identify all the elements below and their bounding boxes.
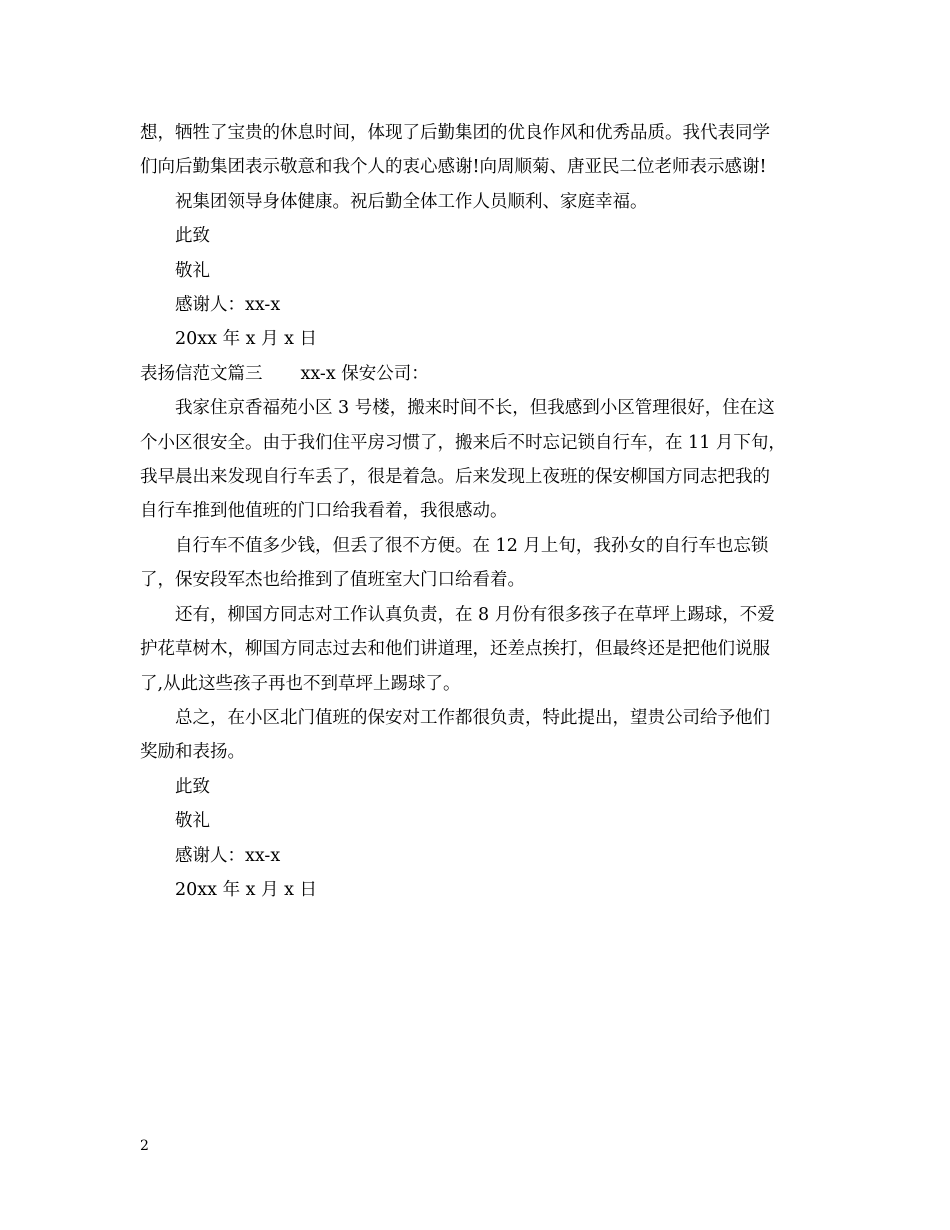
signature-thanker: 感谢人：xx-x [175, 845, 281, 866]
signature-date: 20xx 年 x 月 x 日 [175, 879, 318, 900]
body-line: 总之，在小区北门值班的保安对工作都很负责，特此提出，望贵公司给予他们 [175, 707, 770, 728]
body-line: 护花草树木，柳国方同志过去和他们讲道理，还差点挨打，但最终还是把他们说服 [140, 639, 770, 660]
signature-thanker: 感谢人：xx-x [175, 295, 281, 316]
body-line: 奖励和表扬。 [140, 742, 245, 763]
closing-cizhi: 此致 [175, 226, 210, 247]
paragraph-3 [140, 598, 812, 701]
section-heading-row [140, 357, 812, 391]
paragraph-4 [140, 701, 812, 770]
page-number: 2 [140, 1138, 149, 1154]
body-line: 们向后勤集团表示敬意和我个人的衷心感谢!向周顺菊、唐亚民二位老师表示感谢! [140, 157, 767, 178]
paragraph-1 [140, 391, 812, 529]
body-line: 我家住京香福苑小区 3 号楼，搬来时间不长，但我感到小区管理很好，住在这 [175, 398, 775, 419]
body-line: 自行车不值多少钱，但丢了很不方便。在 12 月上旬，我孙女的自行车也忘锁 [175, 535, 769, 556]
section-title: 表扬信范文篇三 [140, 363, 263, 384]
body-line: 了，保安段军杰也给推到了值班室大门口给看着。 [140, 570, 525, 591]
body-line: 了,从此这些孩子再也不到草坪上踢球了。 [140, 673, 461, 694]
document-body [140, 116, 812, 907]
wishes-line: 祝集团领导身体健康。祝后勤全体工作人员顺利、家庭幸福。 [175, 191, 648, 212]
body-line: 我早晨出来发现自行车丢了，很是着急。后来发现上夜班的保安柳国方同志把我的 [140, 467, 770, 488]
body-line: 自行车推到他值班的门口给我看着，我很感动。 [140, 501, 508, 522]
closing-jingli: 敬礼 [175, 260, 210, 281]
paragraph-2 [140, 529, 812, 598]
letter-recipient: xx-x 保安公司： [300, 363, 429, 384]
body-line: 想，牺牲了宝贵的休息时间，体现了后勤集团的优良作风和优秀品质。我代表同学 [140, 123, 770, 143]
body-line: 个小区很安全。由于我们住平房习惯了，搬来后不时忘记锁自行车，在 11 月下旬， [140, 432, 786, 453]
closing-jingli: 敬礼 [175, 811, 210, 832]
closing-cizhi: 此致 [175, 776, 210, 797]
body-line: 还有，柳国方同志对工作认真负责，在 8 月份有很多孩子在草坪上踢球，不爱 [175, 604, 775, 625]
signature-date: 20xx 年 x 月 x 日 [175, 329, 318, 350]
